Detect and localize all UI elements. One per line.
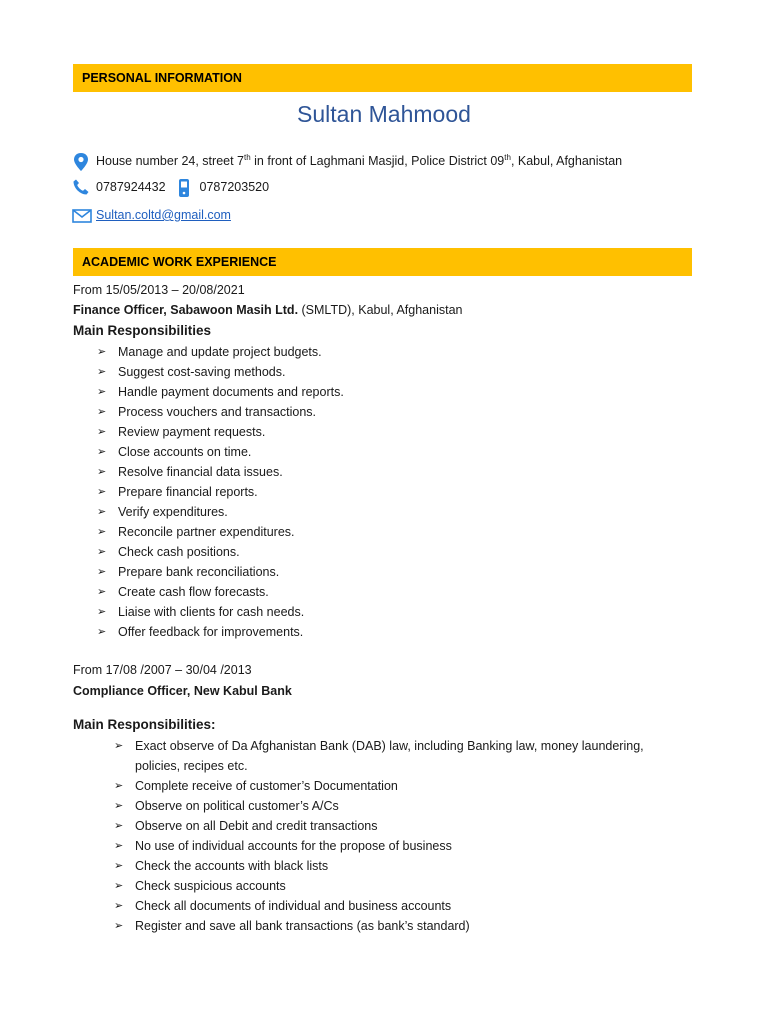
list-item [97,382,344,402]
list-item [97,342,344,362]
arrow-bullet-icon: ➢ [114,800,124,812]
list-item [114,856,674,876]
phone-number-1: 0787924432 [96,180,166,194]
arrow-bullet-icon: ➢ [97,406,107,418]
arrow-bullet-icon: ➢ [114,860,124,872]
list-item-text: Process vouchers and transactions. [118,405,317,419]
list-item-text: Prepare financial reports. [118,485,258,499]
job2-title: Compliance Officer, New Kabul Bank [73,684,292,698]
list-item [97,362,344,382]
list-item-text: No use of individual accounts for the propose of business [135,839,452,853]
list-item [97,402,344,422]
list-item [97,462,344,482]
experience-heading: ACADEMIC WORK EXPERIENCE [73,248,692,276]
arrow-bullet-icon: ➢ [114,820,124,832]
arrow-bullet-icon: ➢ [97,626,107,638]
list-item-text: Liaise with clients for cash needs. [118,605,305,619]
arrow-bullet-icon: ➢ [97,526,107,538]
arrow-bullet-icon: ➢ [114,920,124,932]
job2-dates: From 17/08 /2007 – 30/04 /2013 [73,663,252,677]
list-item-text: Handle payment documents and reports. [118,385,344,399]
list-item [114,896,674,916]
list-item [97,422,344,442]
list-item [114,737,674,776]
list-item-text: Offer feedback for improvements. [118,625,304,639]
list-item-text: Verify expenditures. [118,505,228,519]
list-item [97,622,344,642]
list-item [114,796,674,816]
address-text: House number 24, street 7th in front of Laghmani Masjid, Police District 09th, Kabul, Afghanistan [96,153,623,169]
list-item [114,836,674,856]
phone-number-2: 0787203520 [199,180,270,194]
list-item-text: Create cash flow forecasts. [118,585,269,599]
arrow-bullet-icon: ➢ [114,900,124,912]
job2-responsibilities-heading: Main Responsibilities: [73,717,216,732]
list-item-text: Check cash positions. [118,545,240,559]
arrow-bullet-icon: ➢ [97,366,107,378]
arrow-bullet-icon: ➢ [97,446,107,458]
arrow-bullet-icon: ➢ [114,780,124,792]
list-item [97,442,344,462]
arrow-bullet-icon: ➢ [97,586,107,598]
job1-title: Finance Officer, Sabawoon Masih Ltd. (SMLTD), Kabul, Afghanistan [73,303,463,317]
list-item [97,582,344,602]
email-link[interactable]: Sultan.coltd@gmail.com [96,208,231,222]
job1-responsibilities-heading: Main Responsibilities [73,323,212,338]
list-item [114,916,674,936]
list-item [97,542,344,562]
list-item [97,522,344,542]
job2-responsibilities-list [114,737,674,936]
arrow-bullet-icon: ➢ [97,506,107,518]
email-line [72,203,231,227]
list-item-text: Observe on all Debit and credit transactions [135,819,378,833]
job1-responsibilities-list [97,342,344,642]
job1-dates: From 15/05/2013 – 20/08/2021 [73,283,245,297]
arrow-bullet-icon: ➢ [97,486,107,498]
list-item-text: Check all documents of individual and business accounts [135,899,452,913]
address-line [72,152,622,170]
list-item [97,602,344,622]
list-item-text: Complete receive of customer’s Documentation [135,779,398,793]
arrow-bullet-icon: ➢ [97,426,107,438]
list-item-text: Reconcile partner expenditures. [118,525,295,539]
location-pin-icon [72,152,90,170]
arrow-bullet-icon: ➢ [97,466,107,478]
person-name: Sultan Mahmood [297,101,471,127]
list-item [97,502,344,522]
arrow-bullet-icon: ➢ [97,546,107,558]
list-item-text: Observe on political customer’s A/Cs [135,799,339,813]
arrow-bullet-icon: ➢ [114,740,124,752]
list-item [97,562,344,582]
personal-info-heading: PERSONAL INFORMATION [73,64,692,92]
arrow-bullet-icon: ➢ [97,566,107,578]
mobile-phone-icon [177,178,195,196]
list-item-text: Resolve financial data issues. [118,465,283,479]
list-item [97,482,344,502]
list-item-text: Register and save all bank transactions (as bank’s standard) [135,919,470,933]
phone-icon [72,178,90,196]
arrow-bullet-icon: ➢ [97,346,107,358]
list-item-text: Manage and update project budgets. [118,345,322,359]
list-item [114,816,674,836]
arrow-bullet-icon: ➢ [97,606,107,618]
list-item-text: Prepare bank reconciliations. [118,565,280,579]
list-item [114,776,674,796]
list-item-text: Close accounts on time. [118,445,252,459]
envelope-icon [72,209,90,227]
list-item-text: Check the accounts with black lists [135,859,329,873]
list-item-text: Exact observe of Da Afghanistan Bank (DAB) law, including Banking law, money laundering, policies, recipes etc. [135,739,644,773]
list-item-text: Suggest cost-saving methods. [118,365,286,379]
phone-line [72,178,269,196]
arrow-bullet-icon: ➢ [97,386,107,398]
arrow-bullet-icon: ➢ [114,840,124,852]
list-item-text: Check suspicious accounts [135,879,286,893]
list-item [114,876,674,896]
list-item-text: Review payment requests. [118,425,266,439]
arrow-bullet-icon: ➢ [114,880,124,892]
